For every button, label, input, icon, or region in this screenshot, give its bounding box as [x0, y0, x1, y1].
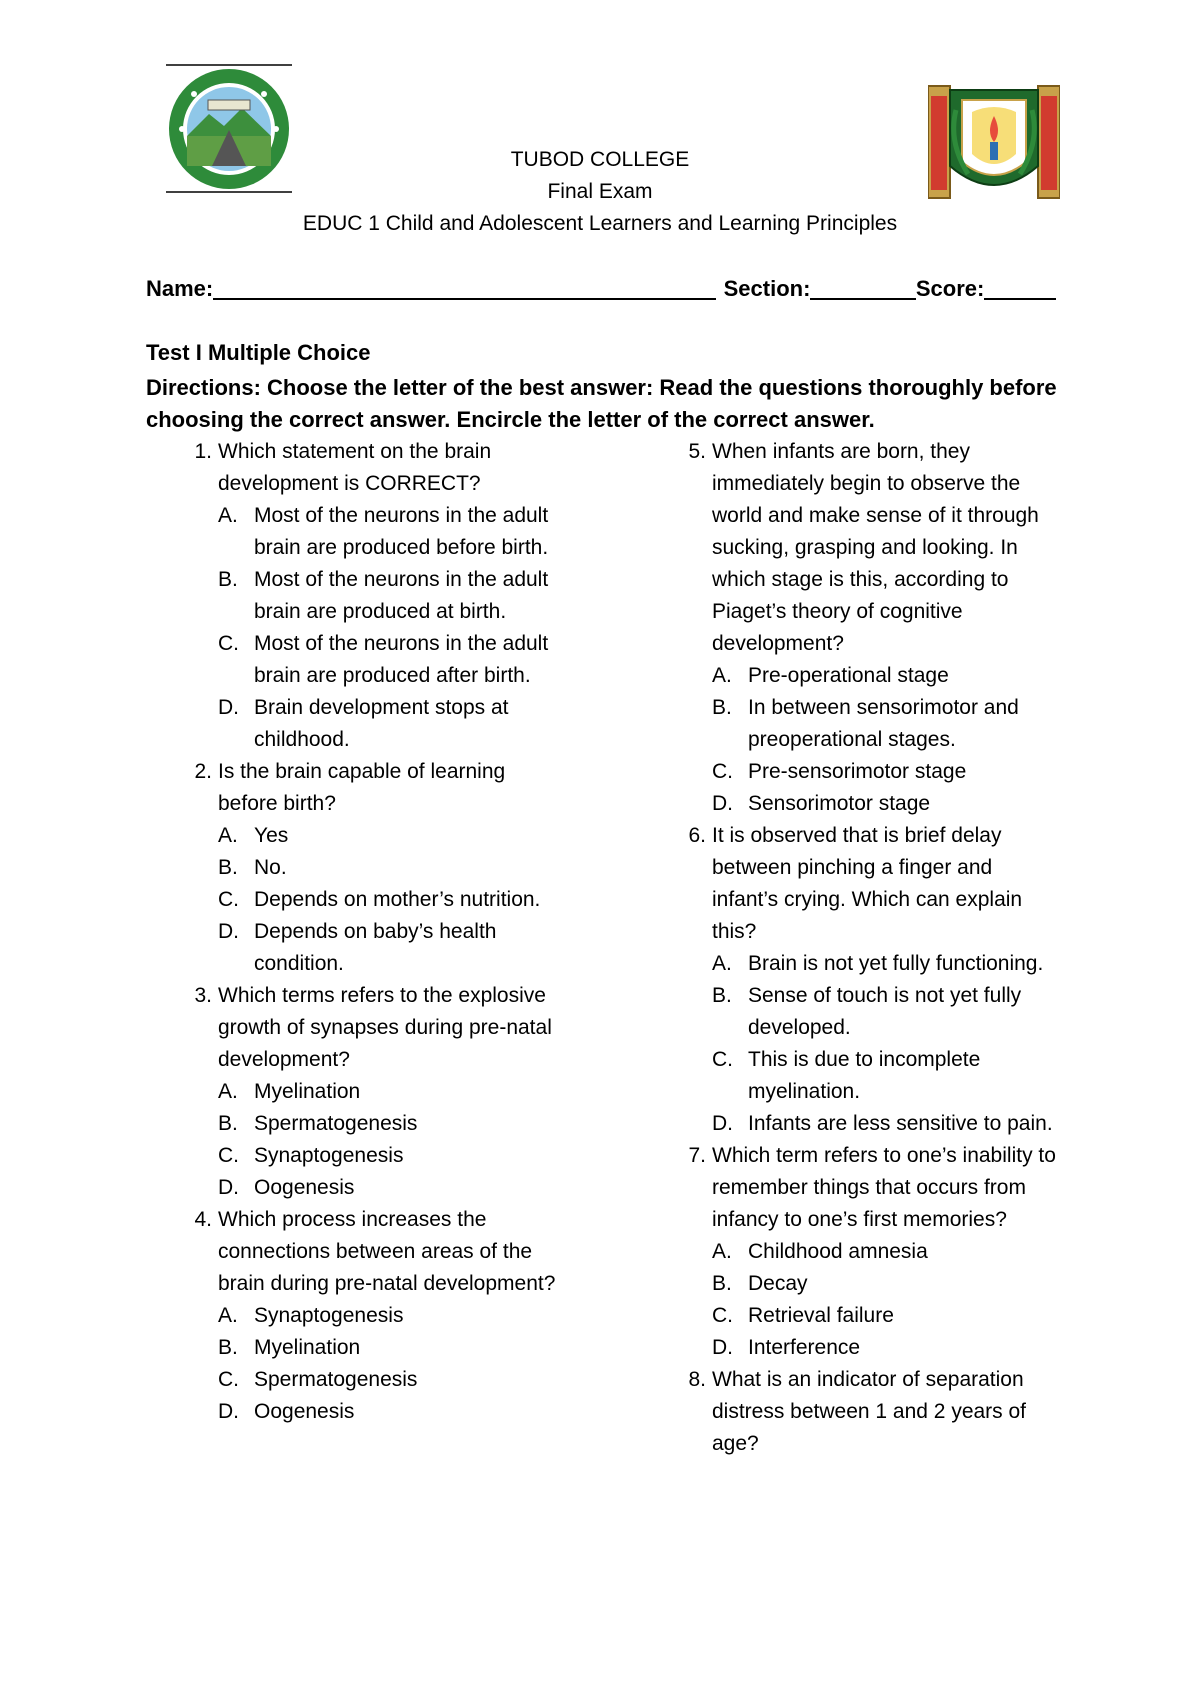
directions: Directions: Choose the letter of the best answer: Read the questions thoroughly before choosing the correct answer. Encircle the letter of the correct answer.	[146, 375, 1057, 432]
option-text: Oogenesis	[254, 1400, 355, 1423]
question-text: Which terms refers to the explosive growth of synapses during pre-natal development?	[218, 984, 552, 1071]
answer-option[interactable]	[640, 1268, 1060, 1300]
option-text: Most of the neurons in the adult brain are produced before birth.	[254, 504, 549, 559]
option-text: Yes	[254, 824, 289, 847]
answer-option[interactable]	[146, 500, 566, 564]
option-letter: A.	[712, 952, 732, 975]
question-number: 3.	[194, 984, 212, 1007]
question-number: 1.	[194, 440, 212, 463]
option-letter: B.	[218, 568, 238, 591]
answer-option[interactable]	[640, 1108, 1060, 1140]
answer-option[interactable]	[146, 1076, 566, 1108]
question-text: Which term refers to one’s inability to remember things that occurs from infancy to one’s first memories?	[712, 1144, 1056, 1231]
option-text: Pre-operational stage	[748, 664, 949, 687]
option-letter: C.	[712, 1048, 733, 1071]
option-letter: B.	[712, 984, 732, 1007]
answer-option[interactable]	[640, 1332, 1060, 1364]
option-letter: B.	[218, 1112, 238, 1135]
question-text: What is an indicator of separation distress between 1 and 2 years of age?	[712, 1368, 1027, 1455]
answer-option[interactable]	[640, 1300, 1060, 1332]
option-text: Brain development stops at childhood.	[254, 696, 509, 751]
question-number: 8.	[688, 1368, 706, 1391]
answer-option[interactable]	[640, 660, 1060, 692]
answer-option[interactable]	[146, 884, 566, 916]
question-text: Which process increases the connections between areas of the brain during pre-natal development?	[218, 1208, 556, 1295]
question	[640, 820, 1060, 948]
answer-option[interactable]	[640, 980, 1060, 1044]
answer-option[interactable]	[146, 628, 566, 692]
option-letter: A.	[218, 824, 238, 847]
option-text: Sense of touch is not yet fully developed.	[748, 984, 1022, 1039]
student-info-line	[146, 276, 1056, 304]
question	[146, 1204, 566, 1300]
option-text: Depends on baby’s health condition.	[254, 920, 497, 975]
question-number: 5.	[688, 440, 706, 463]
answer-option[interactable]	[146, 1396, 566, 1428]
option-letter: A.	[712, 664, 732, 687]
question	[640, 1364, 1060, 1460]
option-letter: D.	[712, 1336, 733, 1359]
option-letter: B.	[712, 1272, 732, 1295]
option-letter: D.	[712, 792, 733, 815]
answer-option[interactable]	[640, 1044, 1060, 1108]
option-text: Childhood amnesia	[748, 1240, 928, 1263]
option-text: Myelination	[254, 1336, 361, 1359]
question	[640, 436, 1060, 660]
option-text: Pre-sensorimotor stage	[748, 760, 967, 783]
option-text: Synaptogenesis	[254, 1304, 404, 1327]
answer-option[interactable]	[640, 788, 1060, 820]
answer-option[interactable]	[640, 1236, 1060, 1268]
name-blank[interactable]	[213, 276, 715, 300]
answer-option[interactable]	[146, 916, 566, 980]
answer-option[interactable]	[640, 692, 1060, 756]
question	[640, 1140, 1060, 1236]
option-text: Spermatogenesis	[254, 1368, 418, 1391]
option-text: Decay	[748, 1272, 808, 1295]
option-letter: D.	[218, 1176, 239, 1199]
question	[146, 756, 566, 820]
course-title: EDUC 1 Child and Adolescent Learners and Learning Principles	[302, 212, 898, 235]
option-letter: C.	[712, 760, 733, 783]
answer-option[interactable]	[146, 820, 566, 852]
option-letter: A.	[218, 504, 238, 527]
question-number: 4.	[194, 1208, 212, 1231]
option-letter: C.	[218, 632, 239, 655]
option-text: Synaptogenesis	[254, 1144, 404, 1167]
score-label: Score:	[915, 276, 985, 301]
right-question-column	[640, 436, 1060, 1460]
answer-option[interactable]	[146, 1332, 566, 1364]
option-letter: A.	[218, 1080, 238, 1103]
answer-option[interactable]	[146, 692, 566, 756]
option-text: Spermatogenesis	[254, 1112, 418, 1135]
question-text: Is the brain capable of learning before birth?	[218, 760, 506, 815]
answer-option[interactable]	[146, 564, 566, 628]
option-letter: D.	[218, 920, 239, 943]
question	[146, 436, 566, 500]
option-text: Most of the neurons in the adult brain are produced after birth.	[254, 632, 549, 687]
option-text: No.	[254, 856, 287, 879]
option-text: Oogenesis	[254, 1176, 355, 1199]
question-number: 6.	[688, 824, 706, 847]
option-letter: D.	[218, 1400, 239, 1423]
option-text: Sensorimotor stage	[748, 792, 931, 815]
section-blank[interactable]	[810, 276, 915, 300]
option-text: Most of the neurons in the adult brain are produced at birth.	[254, 568, 549, 623]
question	[146, 980, 566, 1076]
option-letter: C.	[218, 1368, 239, 1391]
answer-option[interactable]	[146, 1172, 566, 1204]
option-letter: C.	[712, 1304, 733, 1327]
score-blank[interactable]	[984, 276, 1056, 300]
option-letter: B.	[218, 1336, 238, 1359]
option-text: In between sensorimotor and preoperational stages.	[748, 696, 1019, 751]
option-letter: A.	[712, 1240, 732, 1263]
option-letter: A.	[218, 1304, 238, 1327]
answer-option[interactable]	[146, 1300, 566, 1332]
option-text: Brain is not yet fully functioning.	[748, 952, 1044, 975]
option-text: This is due to incomplete myelination.	[748, 1048, 981, 1103]
option-letter: C.	[218, 1144, 239, 1167]
answer-option[interactable]	[146, 852, 566, 884]
option-letter: C.	[218, 888, 239, 911]
name-label: Name:	[146, 276, 214, 301]
answer-option[interactable]	[146, 1140, 566, 1172]
option-letter: D.	[712, 1112, 733, 1135]
question-number: 7.	[688, 1144, 706, 1167]
option-text: Retrieval failure	[748, 1304, 894, 1327]
answer-option[interactable]	[146, 1364, 566, 1396]
left-question-column	[146, 436, 566, 1428]
option-text: Myelination	[254, 1080, 361, 1103]
option-letter: B.	[218, 856, 238, 879]
question-text: It is observed that is brief delay between pinching a finger and infant’s crying. Which can explain this?	[712, 824, 1023, 943]
question-number: 2.	[194, 760, 212, 783]
option-letter: B.	[712, 696, 732, 719]
tubod-seal-logo	[164, 64, 294, 194]
question-text: Which statement on the brain development is CORRECT?	[218, 440, 492, 495]
section-label: Section:	[723, 276, 811, 301]
question-text: When infants are born, they immediately begin to observe the world and make sense of it through sucking, grasping and looking. In which stage is this, according to Piaget’s theory of cognitive development?	[712, 440, 1039, 655]
answer-option[interactable]	[146, 1108, 566, 1140]
option-text: Infants are less sensitive to pain.	[748, 1112, 1053, 1135]
option-text: Interference	[748, 1336, 861, 1359]
exam-title: Final Exam	[547, 180, 653, 203]
school-name: TUBOD COLLEGE	[510, 148, 690, 171]
option-letter: D.	[218, 696, 239, 719]
test-title: Test I Multiple Choice	[146, 340, 371, 365]
option-text: Depends on mother’s nutrition.	[254, 888, 541, 911]
answer-option[interactable]	[640, 948, 1060, 980]
answer-option[interactable]	[640, 756, 1060, 788]
